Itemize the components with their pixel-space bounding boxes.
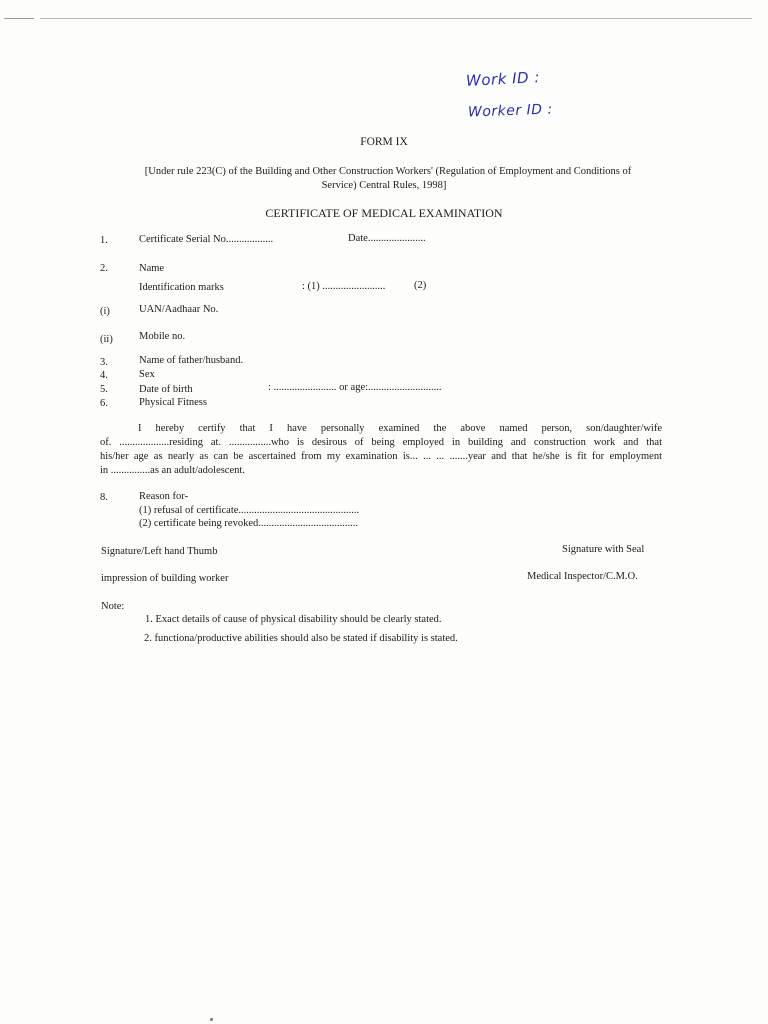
item-number-i: (i) [100,306,110,317]
certification-line-3: his/her age as nearly as can be ascertained from my examination is... ... ... .......year and that he/she is fit for employment [100,451,662,462]
seal-signature-label: Signature with Seal [562,544,645,555]
form-title: FORM IX [360,136,408,148]
item-number-ii: (ii) [100,334,113,345]
certification-line-2: of. ...................residing at. ................who is desirous of being employed in building and construction work and that [100,437,662,448]
item-number-1: 1. [100,235,108,246]
scan-corner-mark [4,18,34,19]
item-number-8: 8. [100,492,108,503]
certificate-revoked: (2) certificate being revoked...................................... [139,518,358,529]
note-1: 1. Exact details of cause of physical disability should be clearly stated. [145,614,442,625]
item-number-6: 6. [100,398,108,409]
reason-label: Reason for- [139,491,189,502]
identification-mark-1: : (1) ........................ [302,281,386,292]
item-number-4: 4. [100,370,108,381]
handwritten-worker-id: Worker ID : [467,101,553,121]
medical-inspector-label: Medical Inspector/C.M.O. [527,571,638,582]
identification-mark-2: (2) [414,280,427,291]
mobile-field: Mobile no. [139,331,186,342]
note-label: Note: [101,601,125,612]
rule-line-1: [Under rule 223(C) of the Building and Other Construction Workers' (Regulation of Employment and Conditions of [144,166,632,177]
scan-edge-line [40,18,752,19]
refusal-of-certificate: (1) refusal of certificate.............................................. [139,505,360,516]
worker-thumb-label: impression of building worker [101,573,229,584]
item-number-5: 5. [100,384,108,395]
physical-fitness-field: Physical Fitness [139,397,207,408]
scan-speck [210,1018,213,1021]
item-number-3: 3. [100,357,108,368]
certification-line-4: in ...............as an adult/adolescent. [100,465,245,476]
date-field: Date...................... [348,233,426,244]
name-field: Name [139,263,165,274]
item-number-2: 2. [100,263,108,274]
note-2: 2. functiona/productive abilities should also be stated if disability is stated. [144,633,458,644]
certificate-title: CERTIFICATE OF MEDICAL EXAMINATION [265,206,503,220]
date-of-birth-field: Date of birth [139,384,193,395]
dob-or-age-fill: : ........................ or age:............................ [268,382,442,393]
identification-marks-label: Identification marks [139,282,224,293]
rule-line-2: Service) Central Rules, 1998] [321,180,447,191]
certification-line-1: I hereby certify that I have personally examined the above named person, son/daughter/wife [138,423,662,434]
uan-aadhaar-field: UAN/Aadhaar No. [139,304,219,315]
certificate-serial-field: Certificate Serial No.................. [139,234,274,245]
worker-signature-label: Signature/Left hand Thumb [101,546,218,557]
sex-field: Sex [139,369,155,380]
handwritten-work-id: Work ID : [465,68,541,90]
father-husband-field: Name of father/husband. [139,355,244,366]
